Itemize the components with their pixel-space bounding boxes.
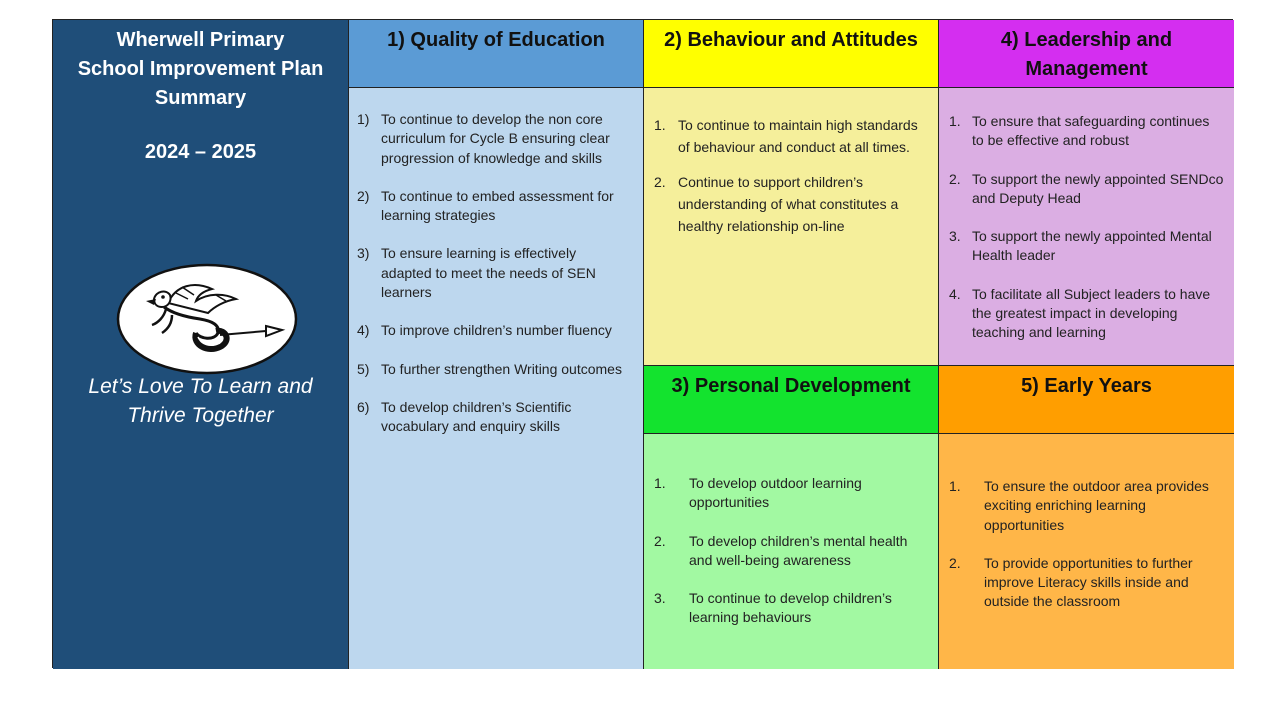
early-years-header <box>939 366 1234 434</box>
section-title <box>1001 26 1172 84</box>
quality-of-education-body <box>349 88 644 669</box>
plan-title-line: Wherwell Primary <box>116 29 285 51</box>
list-item-number: 1. <box>949 113 961 129</box>
early-years-body <box>939 434 1234 669</box>
leadership-and-management-header <box>939 20 1234 88</box>
improvement-plan-grid <box>52 19 1233 668</box>
plan-title <box>53 26 348 113</box>
quality-of-education-list <box>349 88 643 437</box>
list-item <box>949 477 1224 535</box>
list-item <box>357 398 629 437</box>
list-item <box>654 171 928 237</box>
list-item-number: 3. <box>949 228 961 245</box>
list-item-number: 2) <box>357 187 370 204</box>
leadership-and-management-body <box>939 88 1234 366</box>
section-title: 5) Early Years <box>1021 375 1152 397</box>
behaviour-and-attitudes-list <box>644 88 938 237</box>
list-item <box>949 227 1224 266</box>
plan-title-line: School Improvement Plan <box>77 58 324 80</box>
list-item-number: 1. <box>949 478 961 494</box>
personal-development-body <box>644 434 939 669</box>
list-item <box>357 244 629 302</box>
list-item-number: 4. <box>949 285 961 302</box>
personal-development-header <box>644 366 939 434</box>
plan-year: 2024 – 2025 <box>144 141 257 163</box>
leadership-and-management-list <box>939 88 1234 343</box>
list-item-text: To further strengthen Writing outcomes <box>381 360 622 377</box>
list-item <box>949 112 1224 151</box>
list-item <box>357 187 629 226</box>
list-item-number: 2. <box>654 532 666 549</box>
list-item <box>949 554 1224 612</box>
section-title: 3) Personal Development <box>671 375 911 397</box>
list-item <box>654 114 928 158</box>
list-item-text: To ensure learning is effectively adapted to meet the needs of SEN learners <box>381 245 596 301</box>
list-item-text: To develop outdoor learning opportunities <box>689 475 862 511</box>
list-item-number: 5) <box>357 360 370 377</box>
list-item-text: To develop children’s mental health and well-being awareness <box>689 532 908 568</box>
list-item-text: To continue to maintain high standards of behaviour and conduct at all times. <box>678 117 918 155</box>
section-title: 2) Behaviour and Attitudes <box>664 29 918 51</box>
behaviour-and-attitudes-header <box>644 20 939 88</box>
list-item-text: To continue to embed assessment for learning strategies <box>381 187 614 224</box>
list-item-number: 1. <box>654 475 666 491</box>
list-item-number: 2. <box>949 554 961 571</box>
list-item-number: 3. <box>654 590 666 607</box>
school-motto <box>53 372 348 430</box>
list-item-number: 3) <box>357 245 370 262</box>
list-item-text: To support the newly appointed Mental Health leader <box>972 228 1212 264</box>
quality-of-education-header <box>349 20 644 88</box>
list-item-text: To support the newly appointed SENDco and Deputy Head <box>972 170 1224 206</box>
motto-line: Let’s Love To Learn and <box>88 375 313 398</box>
section-title: 1) Quality of Education <box>387 29 605 51</box>
list-item-number: 1) <box>357 111 370 127</box>
list-item <box>654 589 924 628</box>
list-item <box>357 321 629 340</box>
list-item-number: 4) <box>357 322 370 339</box>
behaviour-and-attitudes-body <box>644 88 939 366</box>
list-item-text: To develop children’s Scientific vocabulary and enquiry skills <box>381 398 572 435</box>
list-item-text: Continue to support children’s understanding of what constitutes a healthy relationship on-line <box>678 174 899 234</box>
griffin-emblem-icon <box>116 263 298 375</box>
list-item-text: To facilitate all Subject leaders to have the greatest impact in developing teaching and learning <box>972 285 1211 341</box>
list-item-text: To improve children’s number fluency <box>381 322 612 339</box>
list-item <box>357 360 629 379</box>
list-item-text: To continue to develop the non core curriculum for Cycle B ensuring clear progression of knowledge and skills <box>381 111 610 166</box>
list-item <box>949 285 1224 343</box>
list-item-text: To ensure the outdoor area provides exciting enriching learning opportunities <box>984 478 1209 533</box>
list-item-text: To provide opportunities to further improve Literacy skills inside and outside the classroom <box>984 554 1193 610</box>
motto-line: Thrive Together <box>127 404 274 427</box>
list-item <box>654 474 924 513</box>
plan-title-line: Summary <box>154 87 247 109</box>
list-item-number: 1. <box>654 117 666 133</box>
list-item <box>357 110 629 168</box>
list-item-number: 2. <box>949 170 961 187</box>
list-item <box>949 170 1224 209</box>
personal-development-list <box>644 434 938 628</box>
list-item-number: 2. <box>654 174 666 190</box>
sidebar-panel <box>53 20 349 669</box>
list-item-number: 6) <box>357 398 370 415</box>
early-years-list <box>939 434 1234 612</box>
list-item-text: To continue to develop children’s learning behaviours <box>689 590 892 626</box>
section-title-line: 4) Leadership and <box>1000 29 1173 51</box>
list-item <box>654 532 924 571</box>
list-item-text: To ensure that safeguarding continues to be effective and robust <box>972 113 1210 149</box>
section-title-line: Management <box>1025 58 1148 80</box>
